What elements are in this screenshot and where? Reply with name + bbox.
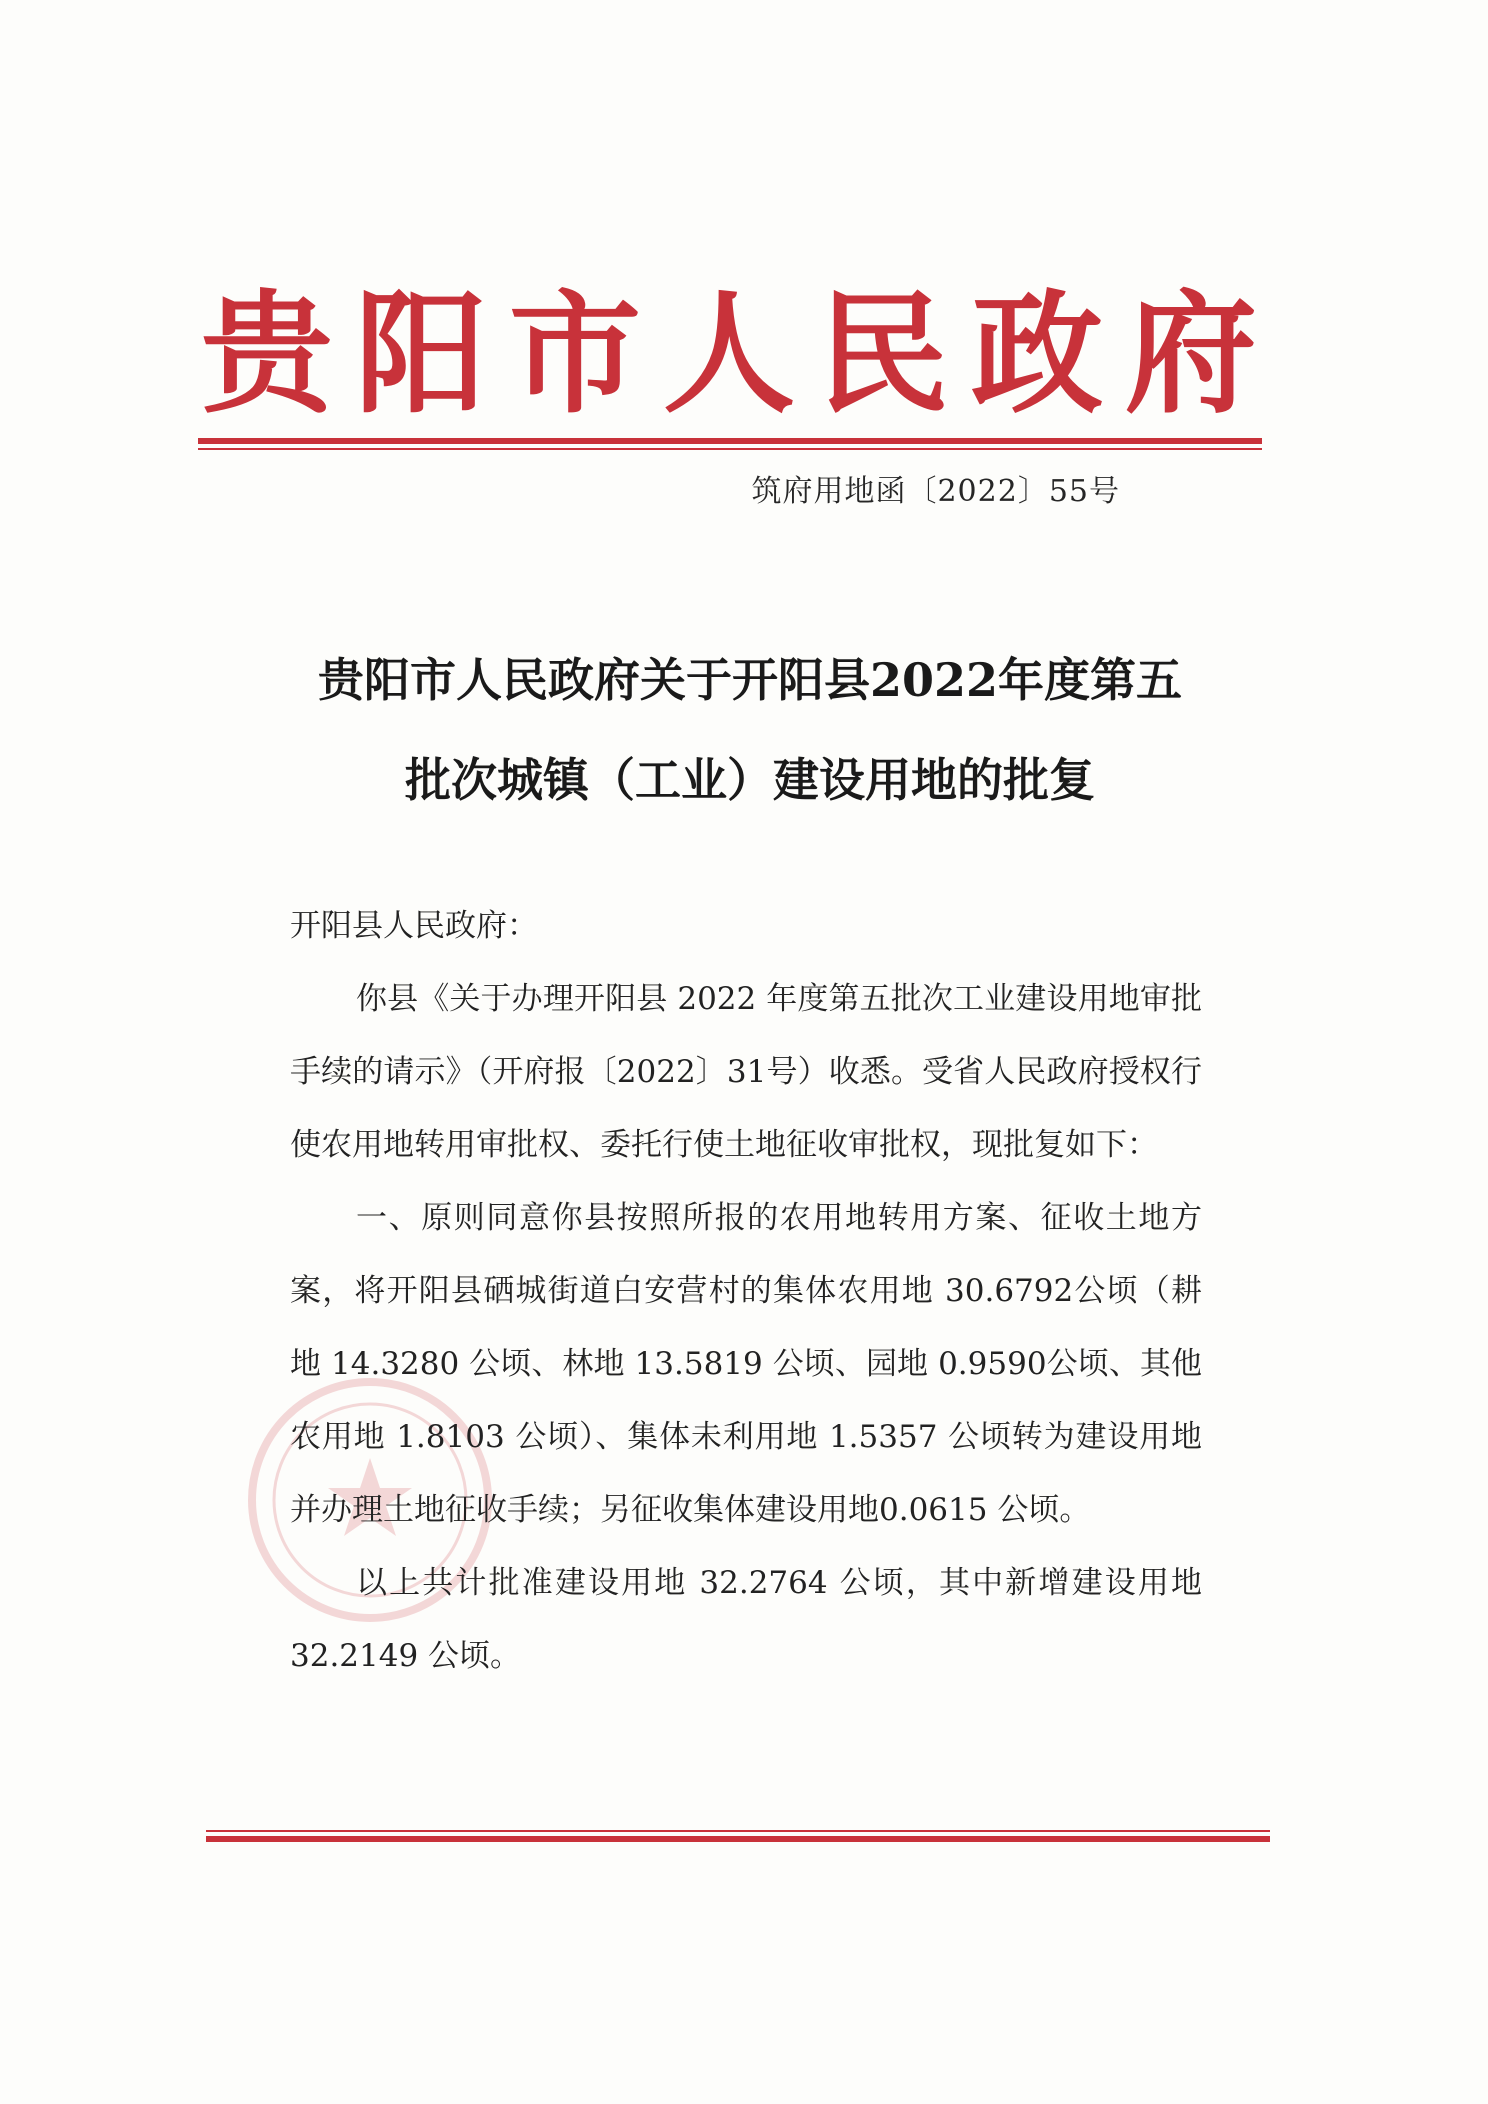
title-line-2: 批次城镇（工业）建设用地的批复 [405,753,1095,807]
document-title [250,630,1250,830]
document-number: 筑府用地函〔2022〕55号 [751,474,1120,509]
document-body [290,890,1202,1693]
salutation: 开阳县人民政府： [290,908,538,944]
paragraph-request: 你县《关于办理开阳县 2022 年度第五批次工业建设用地审批手续的请示》（开府报〔2022〕31号）收悉。受省人民政府授权行使农用地转用审批权、委托行使土地征收审批权，现批复如下： [290,981,1202,1163]
title-line-1: 贵阳市人民政府关于开阳县2022年度第五 [317,653,1183,707]
paragraph-approval-item-1: 一、原则同意你县按照所报的农用地转用方案、征收土地方案，将开阳县硒城街道白安营村的集体农用地 30.6792公顷（耕地 14.3280 公顷、林地 13.5819 公顷、园地 0.9590公顷、其他农用地 1.8103 公顷）、集体未利用地 1.5357 公顷转为建设用地并办理土地征收手续；另征收集体建设用地0.0615 公顷。 [290,1200,1202,1528]
paragraph-total: 以上共计批准建设用地 32.2764 公顷，其中新增建设用地 32.2149 公顷。 [290,1565,1202,1674]
letterhead-org-name: 贵阳市人民政府 [201,277,1279,432]
footer-red-rule [206,1830,1270,1842]
letterhead-red-rule [198,438,1262,450]
